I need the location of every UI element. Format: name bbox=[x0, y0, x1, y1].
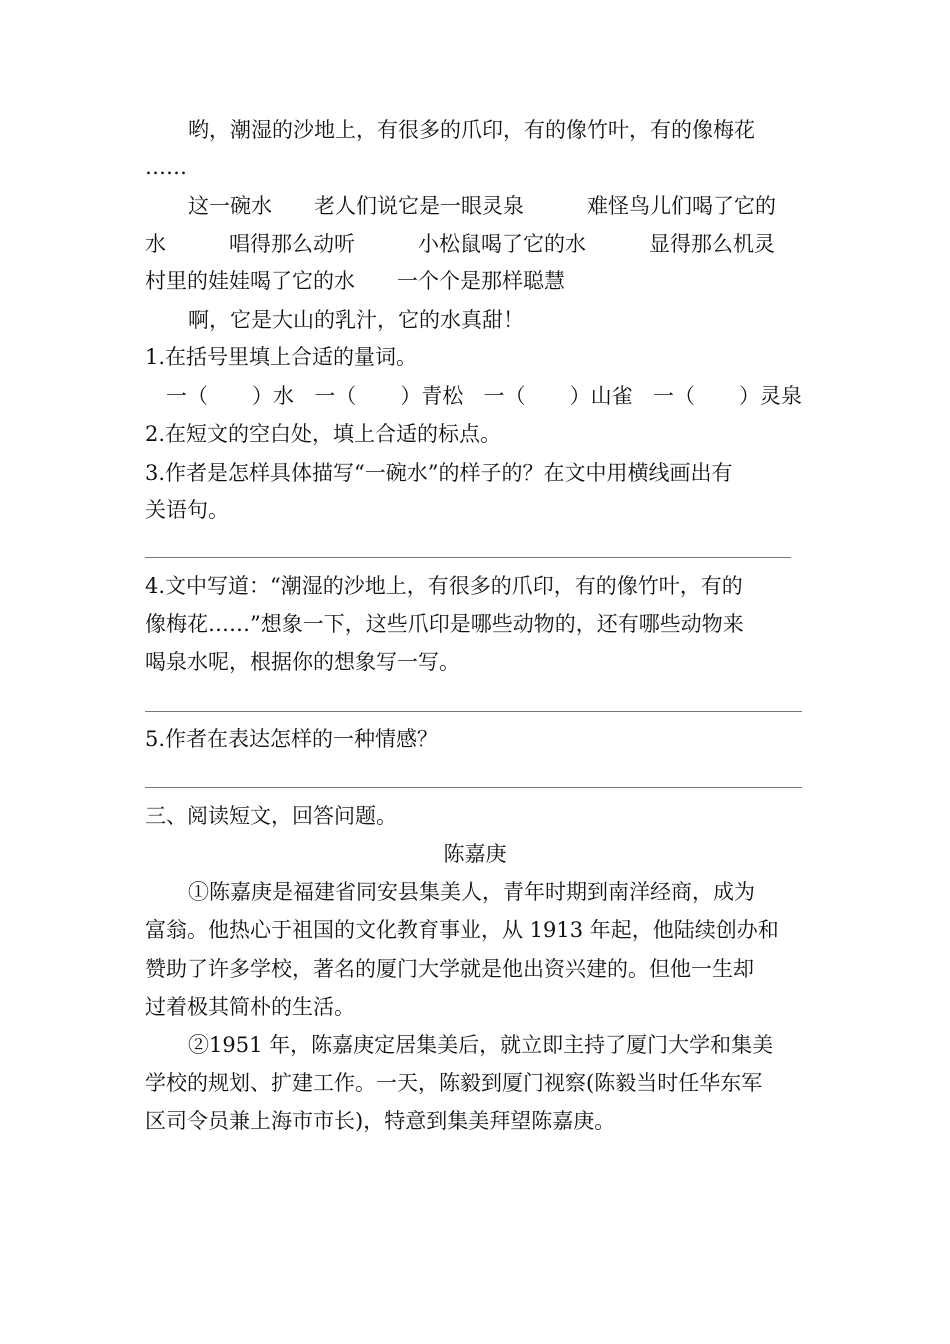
paragraph-1-line-1: ①陈嘉庚是福建省同安县集美人，青年时期到南洋经商，成为 bbox=[188, 880, 755, 904]
article-title: 陈嘉庚 bbox=[443, 842, 507, 866]
paragraph-1-line-4: 过着极其简朴的生活。 bbox=[145, 995, 355, 1019]
blank-item: 一（ ）水 bbox=[166, 384, 294, 408]
question-3-line-1: 3.作者是怎样具体描写“一碗水”的样子的？在文中用横线画出有 bbox=[145, 461, 733, 485]
poem-line-2: …… bbox=[145, 155, 187, 179]
question-5: 5.作者在表达怎样的一种情感？ bbox=[145, 727, 439, 751]
answer-line-5[interactable] bbox=[145, 787, 802, 788]
paragraph-2-line-1: ②1951 年，陈嘉庚定居集美后，就立即主持了厦门大学和集美 bbox=[188, 1033, 774, 1057]
paragraph-1-line-2: 富翁。他热心于祖国的文化教育事业，从 1913 年起，他陆续创办和 bbox=[145, 918, 779, 942]
paragraph-1-line-3: 赞助了许多学校，著名的厦门大学就是他出资兴建的。但他一生却 bbox=[145, 957, 754, 981]
question-1: 1.在括号里填上合适的量词。 bbox=[145, 345, 418, 369]
blank-item: 一（ ）青松 bbox=[314, 384, 464, 408]
blank-item: 一（ ）山雀 bbox=[483, 384, 633, 408]
measure-word-blanks bbox=[166, 382, 802, 410]
poem-line-3: 这一碗水 老人们说它是一眼灵泉 难怪鸟儿们喝了它的 bbox=[188, 194, 776, 218]
poem-line-5: 村里的娃娃喝了它的水 一个个是那样聪慧 bbox=[145, 269, 565, 293]
question-2: 2.在短文的空白处，填上合适的标点。 bbox=[145, 422, 502, 446]
section-heading: 三、阅读短文，回答问题。 bbox=[145, 804, 397, 828]
paragraph-2-line-2: 学校的规划、扩建工作。一天，陈毅到厦门视察(陈毅当时任华东军 bbox=[145, 1071, 763, 1095]
answer-line-3[interactable] bbox=[145, 557, 791, 558]
question-4-line-3: 喝泉水呢，根据你的想象写一写。 bbox=[145, 650, 460, 674]
poem-line-4: 水 唱得那么动听 小松鼠喝了它的水 显得那么机灵 bbox=[145, 232, 775, 256]
question-4-line-1: 4.文中写道：“潮湿的沙地上，有很多的爪印，有的像竹叶，有的 bbox=[145, 574, 743, 598]
poem-line-1: 哟，潮湿的沙地上，有很多的爪印，有的像竹叶，有的像梅花 bbox=[188, 118, 755, 142]
answer-line-4[interactable] bbox=[145, 711, 802, 712]
question-4-line-2: 像梅花……”想象一下，这些爪印是哪些动物的，还有哪些动物来 bbox=[145, 612, 744, 636]
blank-item: 一（ ）灵泉 bbox=[652, 384, 802, 408]
question-3-line-2: 关语句。 bbox=[145, 498, 229, 522]
poem-line-6: 啊，它是大山的乳汁，它的水真甜！ bbox=[188, 308, 524, 332]
paragraph-2-line-3: 区司令员兼上海市市长)，特意到集美拜望陈嘉庚。 bbox=[145, 1109, 616, 1133]
